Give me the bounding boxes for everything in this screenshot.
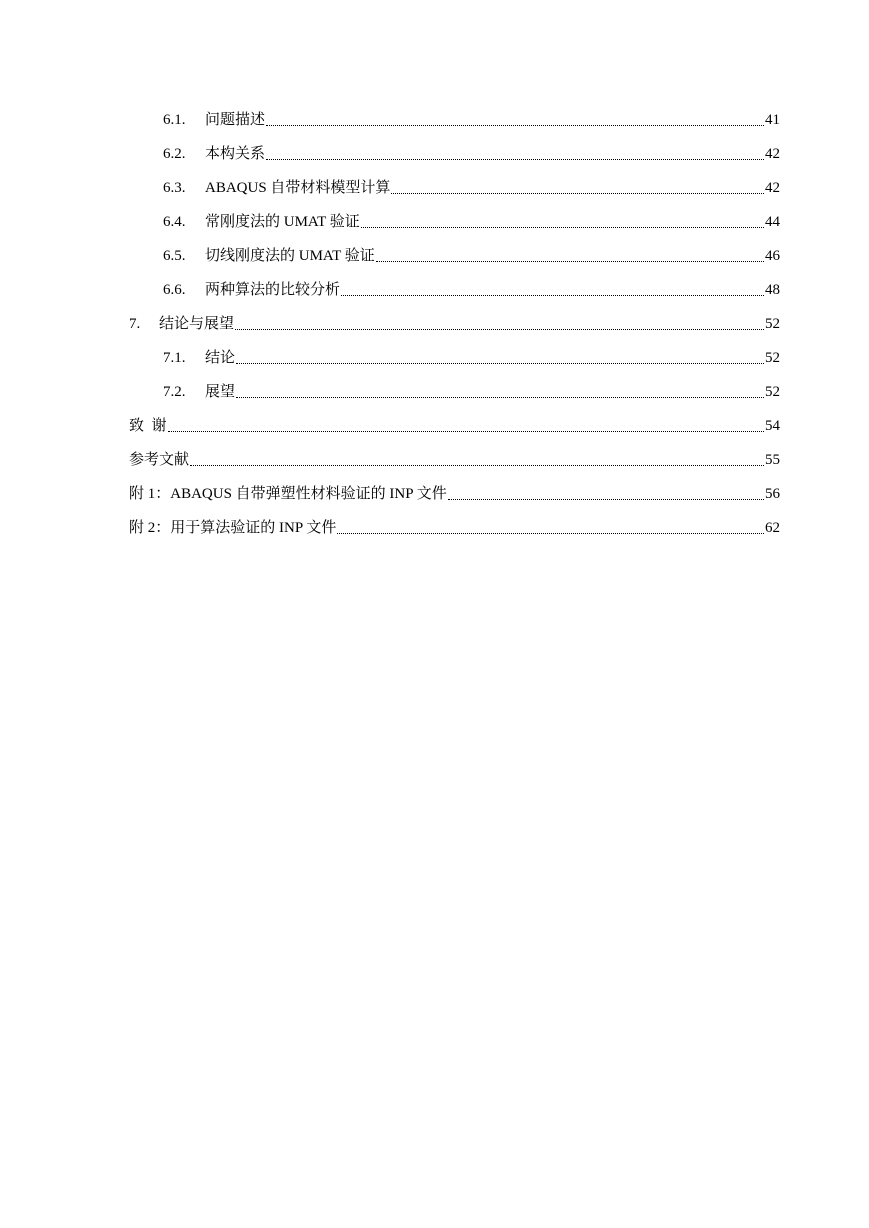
toc-entry-page: 55 (765, 452, 780, 468)
toc-entry-7-2[interactable] (129, 375, 780, 409)
toc-entry-title: 附 2：用于算法验证的 INP 文件 (129, 520, 337, 536)
toc-entry-6-4[interactable] (129, 205, 780, 239)
dot-leader (448, 477, 764, 511)
toc-entry-references[interactable] (129, 443, 780, 477)
toc-entry-6-2[interactable] (129, 137, 780, 171)
toc-entry-title: 结论 (205, 350, 236, 366)
toc-entry-number: 6.6. (163, 282, 186, 298)
dot-leader (266, 137, 764, 171)
toc-entry-title: 常刚度法的 UMAT 验证 (205, 214, 360, 230)
dot-leader (391, 171, 764, 205)
dot-leader (235, 307, 764, 341)
toc-entry-page: 48 (765, 282, 780, 298)
dot-leader (168, 409, 764, 443)
toc-entry-6-5[interactable] (129, 239, 780, 273)
dot-leader (361, 205, 764, 239)
toc-entry-page: 54 (765, 418, 780, 434)
toc-entry-7-1[interactable] (129, 341, 780, 375)
toc-entry-number: 7. (129, 316, 141, 332)
toc-entry-page: 42 (765, 180, 780, 196)
toc-entry-title: 参考文献 (129, 452, 190, 468)
toc-entry-number: 6.4. (163, 214, 186, 230)
toc-entry-number: 7.2. (163, 384, 186, 400)
toc-entry-page: 52 (765, 384, 780, 400)
toc-entry-number: 6.1. (163, 112, 186, 128)
toc-entry-page: 46 (765, 248, 780, 264)
toc-entry-title: 附 1：ABAQUS 自带弹塑性材料验证的 INP 文件 (129, 486, 447, 502)
toc-entry-title: 问题描述 (205, 112, 266, 128)
toc-entry-number: 6.5. (163, 248, 186, 264)
dot-leader (376, 239, 764, 273)
toc-entry-title: 结论与展望 (159, 316, 235, 332)
table-of-contents (129, 103, 780, 545)
toc-entry-number: 6.2. (163, 146, 186, 162)
toc-entry-page: 52 (765, 316, 780, 332)
dot-leader (341, 273, 764, 307)
dot-leader (236, 341, 764, 375)
toc-entry-appendix-1[interactable] (129, 477, 780, 511)
toc-entry-appendix-2[interactable] (129, 511, 780, 545)
toc-entry-page: 42 (765, 146, 780, 162)
toc-entry-number: 7.1. (163, 350, 186, 366)
toc-entry-title: 致 谢 (129, 418, 167, 434)
dot-leader (190, 443, 764, 477)
toc-entry-acknowledgements[interactable] (129, 409, 780, 443)
dot-leader (337, 511, 764, 545)
toc-entry-6-1[interactable] (129, 103, 780, 137)
toc-entry-6-6[interactable] (129, 273, 780, 307)
toc-entry-title: 两种算法的比较分析 (205, 282, 341, 298)
toc-entry-page: 62 (765, 520, 780, 536)
dot-leader (236, 375, 764, 409)
toc-entry-page: 44 (765, 214, 780, 230)
toc-entry-title: 切线刚度法的 UMAT 验证 (205, 248, 375, 264)
toc-entry-page: 52 (765, 350, 780, 366)
toc-entry-7[interactable] (129, 307, 780, 341)
toc-entry-number: 6.3. (163, 180, 186, 196)
toc-entry-page: 56 (765, 486, 780, 502)
toc-entry-title: ABAQUS 自带材料模型计算 (205, 180, 391, 196)
toc-entry-title: 本构关系 (205, 146, 266, 162)
toc-entry-page: 41 (765, 112, 780, 128)
toc-entry-title: 展望 (205, 384, 236, 400)
dot-leader (266, 103, 764, 137)
toc-entry-6-3[interactable] (129, 171, 780, 205)
